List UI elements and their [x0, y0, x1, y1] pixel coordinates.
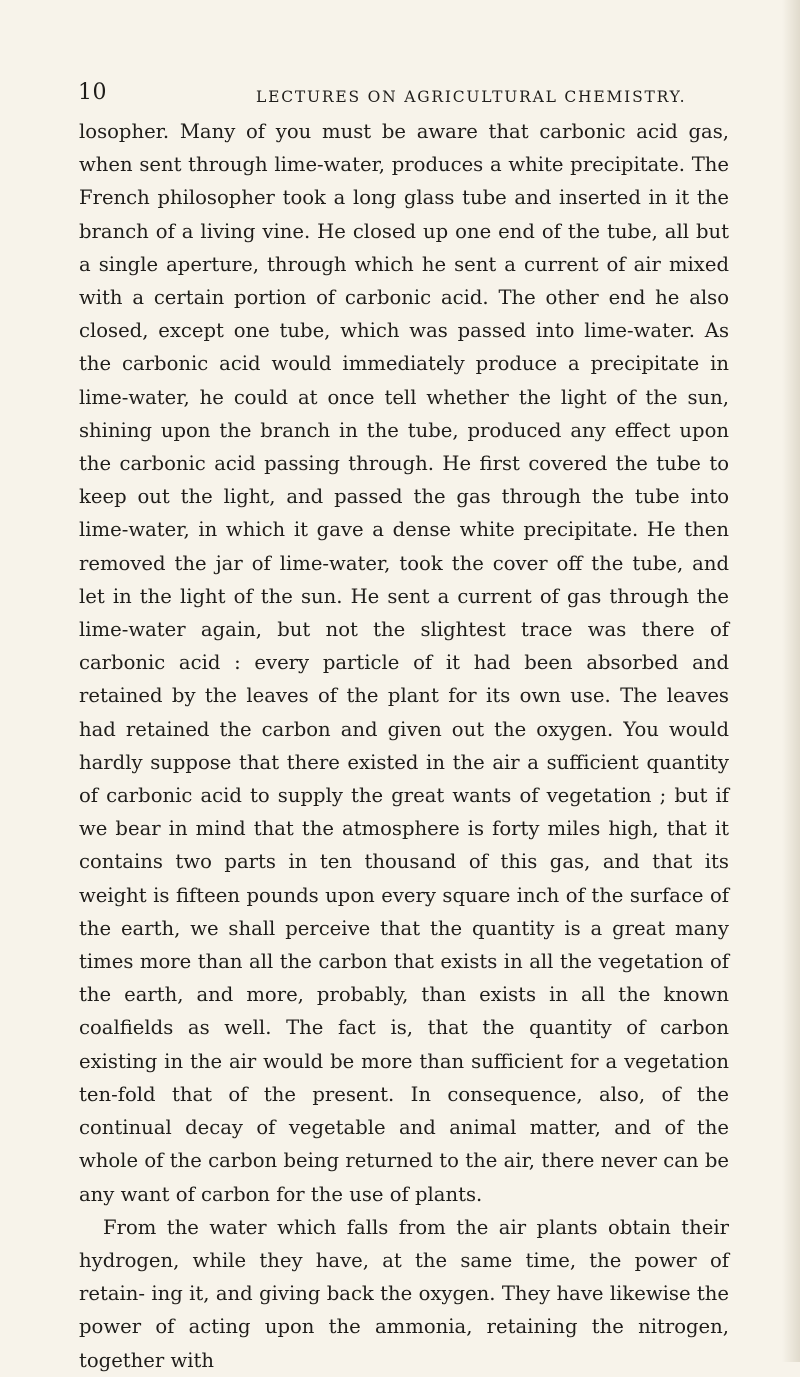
page-number: 10	[78, 80, 107, 105]
running-head: LECTURES ON AGRICULTURAL CHEMISTRY.	[256, 88, 687, 106]
page-edge-shadow	[782, 0, 800, 1362]
paragraph-1: losopher. Many of you must be aware that carbonic acid gas, when sent through lime-water, produces a white precipitate. The French philosopher took a long glass tube and inserted in it the branch of a living vine. He closed up one end of the tube, all but a single aperture, through which he sent a current of air mixed with a certain portion of carbonic acid. The other end he also closed, except one tube, which was passed into lime-water. As the carbonic acid would immediately produce a precipitate in lime-water, he could at once tell whether the light of the sun, shining upon the branch in the tube, produced any effect upon the carbonic acid passing through. He first covered the tube to keep out the light, and passed the gas through the tube into lime-water, in which it gave a dense white precipitate. He then removed the jar of lime-water, took the cover off the tube, and let in the light of the sun. He sent a current of gas through the lime-water again, but not the slightest trace was there of carbonic acid : every particle of it had been absorbed and retained by the leaves of the plant for its own use. The leaves had retained the carbon and given out the oxygen. You would hardly suppose that there existed in the air a sufficient quantity of carbonic acid to supply the great wants of vegetation ; but if we bear in mind that the atmosphere is forty miles high, that it contains two parts in ten thousand of this gas, and that its weight is fifteen pounds upon every square inch of the surface of the earth, we shall perceive that the quantity is a great many times more than all the carbon that exists in all the vegetation of the earth, and more, probably, than exists in all the known coalfields as well. The fact is, that the quantity of carbon existing in the air would be more than sufficient for a vegetation ten-fold that of the present. In consequence, also, of the continual decay of vegetable and animal matter, and of the whole of the carbon being returned to the air, there never can be any want of carbon for the use of plants.	[79, 120, 729, 1206]
paragraph-2: From the water which falls from the air plants obtain their hydrogen, while they have, at the same time, the power of retain- ing it, and giving back the oxygen. They have likewise the power of acting upon the ammonia, retaining the nitrogen, together with	[79, 1215, 729, 1372]
body-text	[79, 115, 729, 1377]
